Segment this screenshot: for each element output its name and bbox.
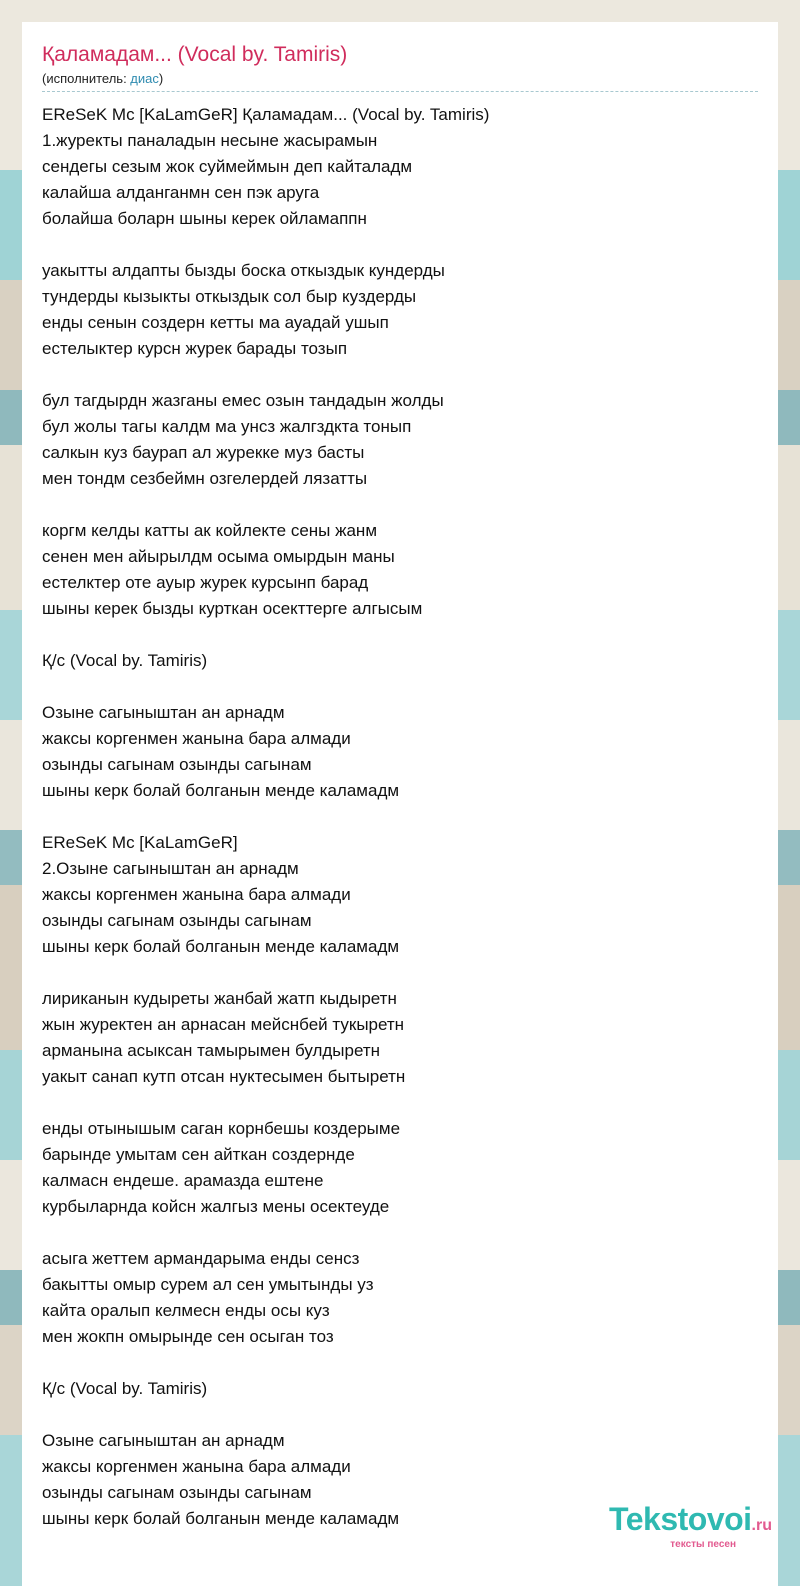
lyric-line: курбыларнда койсн жалгыз мены осектеуде: [42, 1197, 390, 1216]
lyric-line: шыны керек бызды курткан осекттерге алгысым: [42, 599, 423, 618]
stanza-break: [42, 232, 758, 258]
lyric-line: озынды сагынам озынды сагынам: [42, 755, 312, 774]
song-title: Қаламадам... (Vocal by. Tamiris): [42, 43, 348, 66]
artist-prefix: (исполнитель:: [42, 71, 131, 86]
title-divider: [42, 91, 758, 92]
artist-suffix: ): [158, 71, 164, 86]
lyric-line: коргм келды катты ак койлекте сены жанм: [42, 521, 378, 540]
lyric-line: озынды сагынам озынды сагынам: [42, 911, 312, 930]
stanza-break: [42, 960, 758, 986]
lyric-line: сенен мен айырылдм осыма омырдын маны: [42, 547, 395, 566]
lyric-line: тундерды кызыкты откыздык сол быр куздерды: [42, 287, 417, 306]
lyric-line: EReSeK Mc [KaLamGeR] Қаламадам... (Vocal by. Tamiris): [42, 105, 490, 124]
lyric-line: EReSeK Mc [KaLamGeR]: [42, 833, 238, 852]
lyric-line: жаксы коргенмен жанына бара алмади: [42, 885, 351, 904]
lyric-line: жаксы коргенмен жанына бара алмади: [42, 729, 351, 748]
lyric-line: барынде умытам сен айткан создернде: [42, 1145, 355, 1164]
lyric-line: шыны керк болай болганын менде каламадм: [42, 937, 400, 956]
lyric-line: жын журектен ан арнасан мейснбей тукыретн: [42, 1015, 405, 1034]
lyric-line: енды отынышым саган корнбешы коздерыме: [42, 1119, 401, 1138]
lyric-line: асыга жеттем армандарыма енды сенсз: [42, 1249, 360, 1268]
artist-link[interactable]: диас: [130, 71, 159, 86]
stanza-break: [42, 1402, 758, 1428]
lyric-line: енды сенын создерн кетты ма ауадай ушып: [42, 313, 389, 332]
stanza-break: [42, 804, 758, 830]
lyric-line: 2.Озыне сагыныштан ан арнадм: [42, 859, 299, 878]
lyric-line: сендегы сезым жок суймеймын деп кайталадм: [42, 157, 413, 176]
stanza-break: [42, 1220, 758, 1246]
lyric-line: арманына асыксан тамырымен булдыретн: [42, 1041, 381, 1060]
lyric-line: болайша боларн шыны керек ойламаппн: [42, 209, 367, 228]
lyric-line: Озыне сагыныштан ан арнадм: [42, 1431, 285, 1450]
stanza-break: [42, 622, 758, 648]
stanza-break: [42, 1350, 758, 1376]
logo-wordmark: [609, 1502, 772, 1543]
lyric-line: лириканын кудыреты жанбай жатп кыдыретн: [42, 989, 397, 1008]
stanza-break: [42, 1090, 758, 1116]
lyrics-card: [22, 22, 778, 1586]
stanza-break: [42, 492, 758, 518]
site-logo[interactable]: [609, 1502, 772, 1550]
lyric-line: шыны керк болай болганын менде каламадм: [42, 781, 400, 800]
lyric-line: озынды сагынам озынды сагынам: [42, 1483, 312, 1502]
lyric-line: жаксы коргенмен жанына бара алмади: [42, 1457, 351, 1476]
lyric-line: бул жолы тагы калдм ма унсз жалгздкта тонып: [42, 417, 412, 436]
lyric-line: уакытты алдапты бызды боска откыздык кундерды: [42, 261, 445, 280]
lyric-line: 1.журекты паналадын несыне жасырамын: [42, 131, 378, 150]
lyric-line: Қ/с (Vocal by. Tamiris): [42, 1379, 208, 1398]
lyric-line: бакытты омыр сурем ал сен умытынды уз: [42, 1275, 374, 1294]
lyric-line: бул тагдырдн жазганы емес озын тандадын жолды: [42, 391, 444, 410]
stanza-break: [42, 674, 758, 700]
lyric-line: шыны керк болай болганын менде каламадм: [42, 1509, 400, 1528]
lyric-line: естелктер оте ауыр журек курсынп барад: [42, 573, 369, 592]
lyric-line: салкын куз баурап ал журекке муз басты: [42, 443, 365, 462]
lyric-line: кайта оралып келмесн енды осы куз: [42, 1301, 330, 1320]
lyric-line: калайша алданганмн сен пэк аруга: [42, 183, 320, 202]
lyric-line: естелыктер курсн журек барады тозып: [42, 339, 348, 358]
lyric-line: Қ/с (Vocal by. Tamiris): [42, 651, 208, 670]
stanza-break: [42, 362, 758, 388]
lyric-line: калмасн ендеше. арамазда ештене: [42, 1171, 324, 1190]
logo-tagline: тексты песен: [670, 1539, 736, 1550]
lyrics-text: [42, 102, 758, 1532]
logo-suffix: .ru: [751, 1517, 772, 1534]
lyric-line: мен жокпн омырынде сен осыган тоз: [42, 1327, 334, 1346]
logo-main-text: Tekstovoi: [609, 1501, 752, 1537]
lyric-line: Озыне сагыныштан ан арнадм: [42, 703, 285, 722]
lyric-line: мен тондм сезбеймн озгелердей лязатты: [42, 469, 368, 488]
artist-line: [42, 70, 758, 88]
lyric-line: уакыт санап кутп отсан нуктесымен бытыретн: [42, 1067, 406, 1086]
